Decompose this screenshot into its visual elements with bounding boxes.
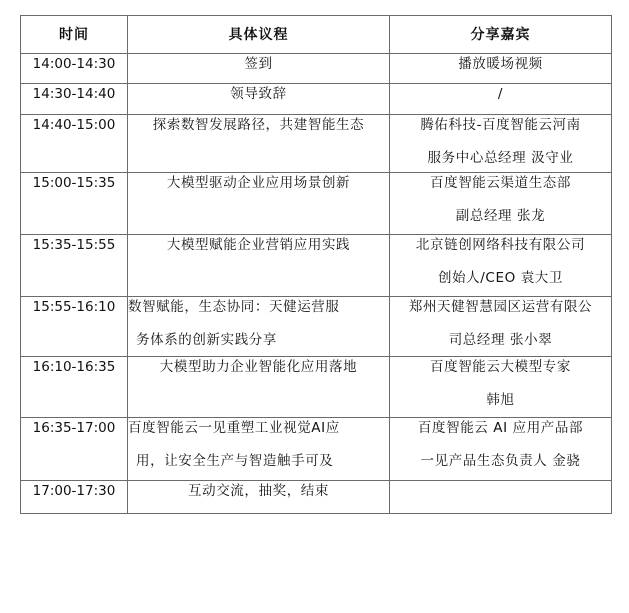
guest-cell (390, 115, 612, 173)
topic-cell (128, 297, 390, 357)
topic-cell (128, 418, 390, 481)
table-row (21, 418, 612, 481)
guest-line: / (497, 86, 504, 102)
topic-line: 互动交流，抽奖，结束 (188, 483, 329, 499)
guest-cell (390, 235, 612, 297)
table-row (21, 173, 612, 235)
time-cell: 15:35-15:55 (21, 235, 128, 297)
topic-line: 用，让安全生产与智造触手可及 (136, 453, 334, 469)
guest-cell (390, 418, 612, 481)
topic-cell (128, 84, 390, 115)
table-row (21, 357, 612, 418)
guest-line: 百度智能云渠道生态部 (430, 175, 571, 191)
time-cell: 15:00-15:35 (21, 173, 128, 235)
header-guest: 分享嘉宾 (390, 16, 612, 54)
guest-line: 韩旭 (486, 392, 515, 408)
topic-line: 务体系的创新实践分享 (136, 332, 277, 348)
topic-cell (128, 115, 390, 173)
guest-line: 创始人/CEO 袁大卫 (437, 270, 564, 286)
time-cell: 14:40-15:00 (21, 115, 128, 173)
guest-line: 北京链创网络科技有限公司 (415, 237, 586, 253)
guest-line: 百度智能云大模型专家 (430, 359, 571, 375)
guest-cell (390, 481, 612, 514)
table-row (21, 235, 612, 297)
topic-cell (128, 235, 390, 297)
topic-line: 数智赋能，生态协同：天健运营服 (128, 299, 340, 315)
table-row (21, 115, 612, 173)
table-row (21, 297, 612, 357)
guest-line: 司总经理 张小翠 (448, 332, 553, 348)
header-topic: 具体议程 (128, 16, 390, 54)
topic-cell (128, 481, 390, 514)
guest-line: 播放暖场视频 (458, 56, 543, 72)
guest-line: 服务中心总经理 汲守业 (427, 150, 574, 166)
guest-line: 一见产品生态负责人 金骁 (420, 453, 581, 469)
time-cell: 14:00-14:30 (21, 54, 128, 84)
time-cell: 17:00-17:30 (21, 481, 128, 514)
agenda-table (20, 15, 612, 514)
guest-cell (390, 173, 612, 235)
topic-line: 探索数智发展路径，共建智能生态 (152, 117, 365, 133)
topic-line: 大模型驱动企业应用场景创新 (166, 175, 351, 191)
topic-line: 领导致辞 (230, 86, 287, 102)
guest-cell (390, 297, 612, 357)
topic-line: 百度智能云一见重塑工业视觉AI应 (128, 420, 340, 436)
header-time: 时间 (21, 16, 128, 54)
table-row (21, 84, 612, 115)
topic-line: 大模型助力企业智能化应用落地 (159, 359, 358, 375)
topic-cell (128, 357, 390, 418)
topic-line: 签到 (244, 56, 273, 72)
guest-cell (390, 84, 612, 115)
time-cell: 16:35-17:00 (21, 418, 128, 481)
table-row (21, 481, 612, 514)
guest-cell (390, 357, 612, 418)
guest-cell (390, 54, 612, 84)
topic-cell (128, 173, 390, 235)
guest-line: 腾佑科技-百度智能云河南 (420, 117, 581, 133)
time-cell: 14:30-14:40 (21, 84, 128, 115)
topic-line: 大模型赋能企业营销应用实践 (166, 237, 351, 253)
table-row (21, 54, 612, 84)
time-cell: 15:55-16:10 (21, 297, 128, 357)
guest-line: 郑州天健智慧园区运营有限公 (408, 299, 593, 315)
guest-line: 副总经理 张龙 (455, 208, 546, 224)
header-row (21, 16, 612, 54)
topic-cell (128, 54, 390, 84)
time-cell: 16:10-16:35 (21, 357, 128, 418)
guest-line: 百度智能云 AI 应用产品部 (417, 420, 584, 436)
